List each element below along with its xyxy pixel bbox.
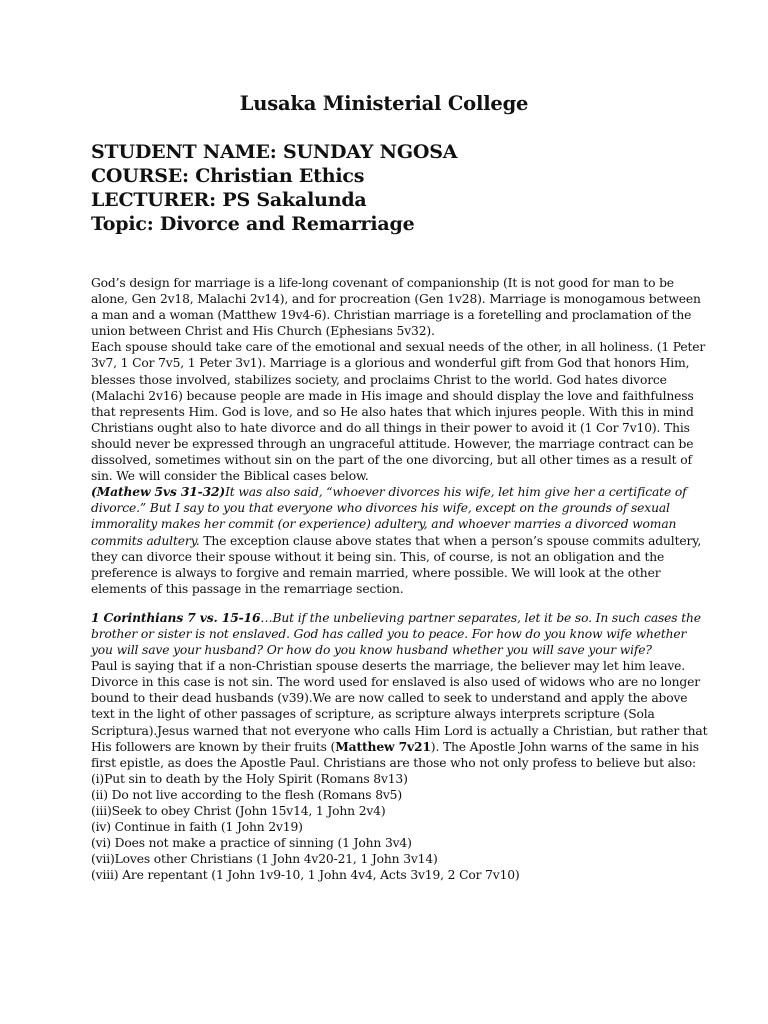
paragraph-matthew (91, 484, 708, 597)
matthew-commentary: The exception clause above states that when a person’s spouse commits adultery, they can divorce their spouse without it being sin. This, of course, is not an obligation and the preference is always to forgive and remain married, where possible. We will look at the other elements of this passage in the remarriage section. (91, 533, 702, 596)
paragraph-design: God’s design for marriage is a life-long covenant of companionship (It is not good for man to be alone, Gen 2v18, Malachi 2v14), and for procreation (Gen 1v28). Marriage is monogamous between a man and a woman (Matthew 19v4-6). Christian marriage is a foretelling and proclamation of the union between Christ and His Church (Ephesians 5v32). (91, 276, 701, 339)
student-name: STUDENT NAME: SUNDAY NGOSA (91, 141, 458, 163)
topic: Topic: Divorce and Remarriage (91, 213, 415, 235)
fruits-list (91, 771, 708, 884)
list-item: (i)Put sin to death by the Holy Spirit (Romans 8v13) (91, 771, 408, 786)
lecturer: LECTURER: PS Sakalunda (91, 189, 367, 211)
matthew-quote: It was also said, “whoever divorces his wife, let him give her a certificate of divorce.” But I say to you that everyone who divorces his wife, except on the grounds of sexual immorality makes her commit (or experience) adultery, and whoever marries a divorced woman commits adultery. (91, 485, 687, 548)
document-header (91, 140, 711, 236)
list-item: (vi) Does not make a practice of sinning (1 John 3v4) (91, 836, 412, 851)
document-body (91, 275, 708, 883)
paul-text-b: ). The Apostle John warns of the same in his first epistle, as does the Apostle Paul. Christians are those who not only profess to believe but also: (91, 739, 699, 770)
corinthians-reference: 1 Corinthians 7 vs. 15-16 (91, 609, 261, 625)
list-item: (vii)Loves other Christians (1 John 4v20-21, 1 John 3v14) (91, 852, 438, 867)
list-item: (iv) Continue in faith (1 John 2v19) (91, 820, 303, 835)
paragraph-paul (91, 658, 708, 771)
list-item: (ii) Do not live according to the flesh (Romans 8v5) (91, 787, 402, 802)
college-title: Lusaka Ministerial College (239, 92, 529, 115)
matthew-reference: (Mathew 5vs 31-32) (91, 484, 226, 500)
list-item: (viii) Are repentant (1 John 1v9-10, 1 John 4v4, Acts 3v19, 2 Cor 7v10) (91, 868, 520, 883)
corinthians-quote: …But if the unbelieving partner separates, let it be so. In such cases the brother or sister is not enslaved. God has called you to peace. For how do you know wife whether you will save your husband? Or how do you know husband whether you will save your wife? (91, 610, 701, 658)
course: COURSE: Christian Ethics (91, 165, 365, 187)
paragraph-corinthians (91, 610, 708, 658)
paul-text-a: Paul is saying that if a non-Christian spouse deserts the marriage, the believer may let him leave. Divorce in this case is not sin. The word used for enslaved is also used of widows who are no longer bound to their dead husbands (v39).We are now called to seek to understand and apply the above text in the light of other passages of scripture, as scripture always interprets scripture (Sola Scriptura).Jesus warned that not everyone who calls Him Lord is actually a Christian, but rather that His followers are known by their fruits ( (91, 659, 708, 754)
list-item: (iii)Seek to obey Christ (John 15v14, 1 John 2v4) (91, 804, 386, 818)
paragraph-spouse: Each spouse should take care of the emotional and sexual needs of the other, in all holiness. (1 Peter 3v7, 1 Cor 7v5, 1 Peter 3v1). Marriage is a glorious and wonderful gift from God that honors Him, blesses those involved, stabilizes society, and proclaims Christ to the world. God hates divorce (Malachi 2v16) because people are made in His image and should display the love and faithfulness that represents Him. God is love, and so He also hates that which injures people. With this in mind Christians ought also to hate divorce and do all things in their power to avoid it (1 Cor 7v10). This should never be expressed through an ungraceful attitude. However, the marriage contract can be dissolved, sometimes without sin on the part of the one divorcing, but all other times as a result of sin. We will consider the Biblical cases below. (91, 340, 706, 484)
matthew-7v21-reference: Matthew 7v21 (335, 738, 431, 754)
